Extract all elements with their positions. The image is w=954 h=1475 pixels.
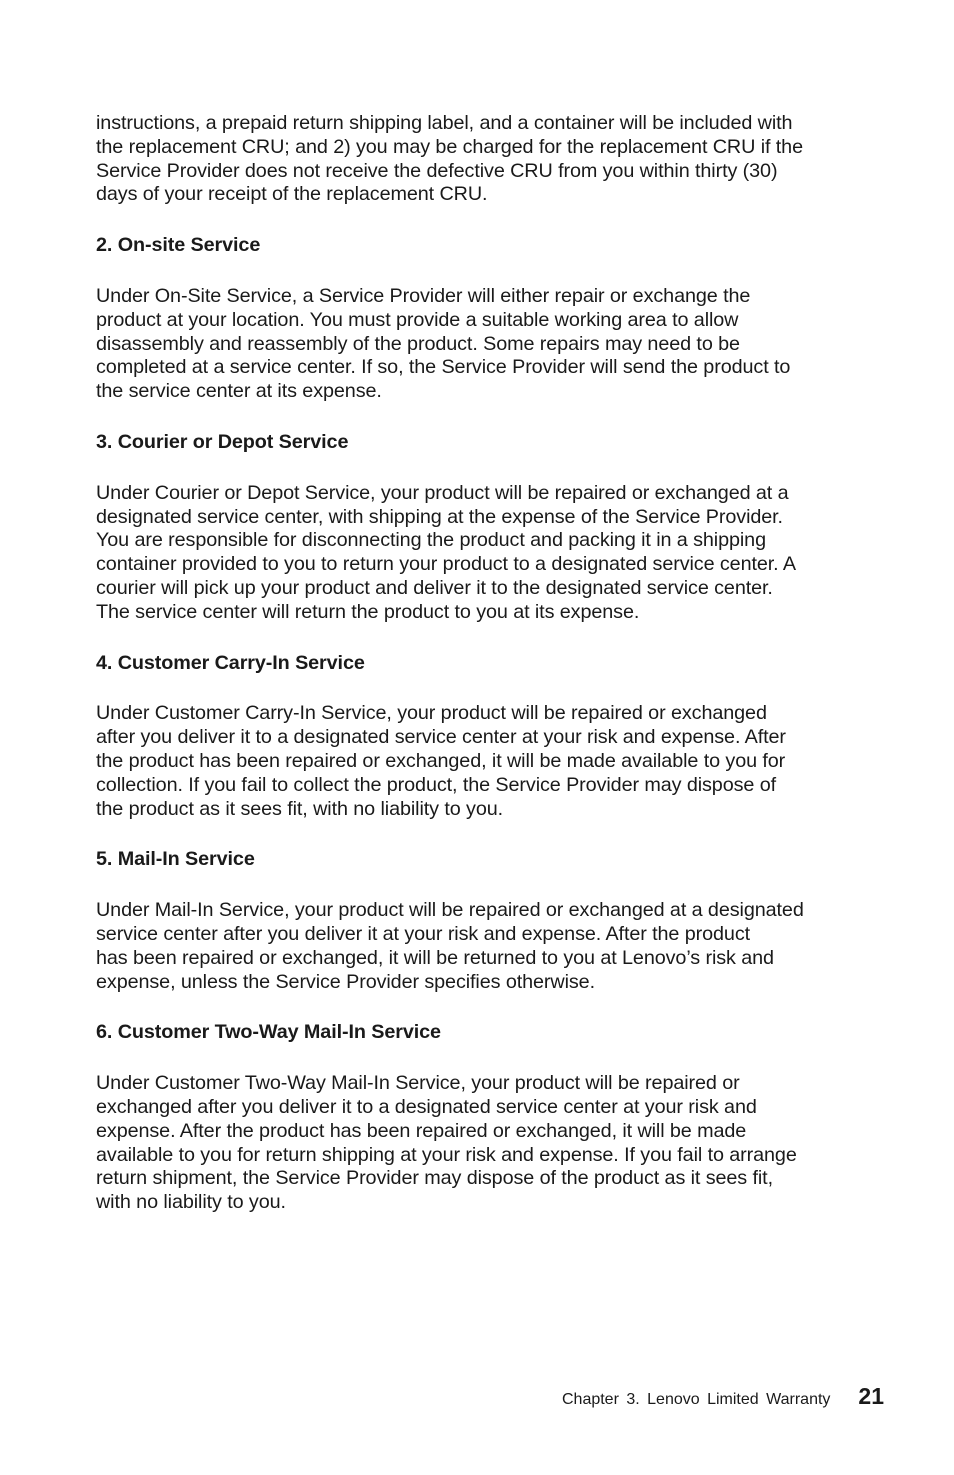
paragraph-line: exchanged after you deliver it to a designated service center at your risk and: [96, 1095, 757, 1118]
paragraph-line: has been repaired or exchanged, it will be returned to you at Lenovo’s risk and: [96, 946, 774, 969]
intro-line: the replacement CRU; and 2) you may be charged for the replacement CRU if the: [96, 135, 803, 158]
intro-line: instructions, a prepaid return shipping label, and a container will be included with: [96, 112, 793, 134]
paragraph-line: service center after you deliver it at your risk and expense. After the product: [96, 922, 751, 945]
paragraph-line: the product has been repaired or exchanged, it will be made available to you for: [96, 749, 786, 772]
intro-line: days of your receipt of the replacement CRU.: [96, 183, 488, 206]
paragraph-line: container provided to you to return your product to a designated service center. A: [96, 553, 796, 576]
paragraph-line: Under Courier or Depot Service, your product will be repaired or exchanged at a: [96, 481, 789, 504]
section-heading-customer-carry-in-service: 4. Customer Carry-In Service: [96, 651, 365, 674]
paragraph-line: The service center will return the product to you at its expense.: [96, 600, 640, 623]
paragraph-line: expense, unless the Service Provider specifies otherwise.: [96, 970, 595, 993]
section-heading-courier-or-depot-service: 3. Courier or Depot Service: [96, 430, 349, 453]
section-heading-on-site-service: 2. On-site Service: [96, 234, 261, 257]
section-paragraph-on-site-service: [96, 285, 896, 404]
intro-line: Service Provider does not receive the defective CRU from you within thirty (30): [96, 159, 778, 182]
paragraph-line: courier will pick up your product and deliver it to the designated service center.: [96, 576, 773, 599]
section-heading-customer-two-way-mail-in-service: 6. Customer Two-Way Mail-In Service: [96, 1021, 441, 1044]
section-paragraph-mail-in-service: [96, 899, 896, 994]
paragraph-line: the service center at its expense.: [96, 380, 382, 403]
paragraph-line: disassembly and reassembly of the product. Some repairs may need to be: [96, 332, 740, 355]
paragraph-line: Under Mail-In Service, your product will be repaired or exchanged at a designated: [96, 899, 804, 922]
paragraph-line: Under On-Site Service, a Service Provider will either repair or exchange the: [96, 284, 751, 307]
paragraph-line: Under Customer Carry-In Service, your product will be repaired or exchanged: [96, 702, 767, 725]
paragraph-line: completed at a service center. If so, the Service Provider will send the product to: [96, 356, 791, 379]
section-heading-mail-in-service: 5. Mail-In Service: [96, 848, 255, 871]
paragraph-line: expense. After the product has been repaired or exchanged, it will be made: [96, 1119, 747, 1142]
paragraph-line: the product as it sees fit, with no liability to you.: [96, 797, 504, 820]
paragraph-line: return shipment, the Service Provider may dispose of the product as it sees fit,: [96, 1167, 773, 1190]
intro-paragraph: [96, 112, 896, 207]
paragraph-line: You are responsible for disconnecting the product and packing it in a shipping: [96, 529, 766, 552]
paragraph-line: available to you for return shipping at your risk and expense. If you fail to arrange: [96, 1143, 797, 1166]
section-paragraph-courier-or-depot-service: [96, 482, 896, 625]
paragraph-line: after you deliver it to a designated service center at your risk and expense. After: [96, 726, 786, 749]
section-paragraph-customer-two-way-mail-in-service: [96, 1072, 896, 1215]
paragraph-line: collection. If you fail to collect the product, the Service Provider may dispose of: [96, 773, 776, 796]
page-number: 21: [858, 1383, 884, 1409]
page-body: [96, 112, 896, 1242]
paragraph-line: Under Customer Two-Way Mail-In Service, your product will be repaired or: [96, 1072, 740, 1095]
section-paragraph-customer-carry-in-service: [96, 702, 896, 821]
paragraph-line: designated service center, with shipping at the expense of the Service Provider.: [96, 505, 783, 528]
page-footer: [562, 1383, 884, 1410]
footer-chapter-title: Chapter 3. Lenovo Limited Warranty: [561, 1391, 831, 1408]
paragraph-line: product at your location. You must provide a suitable working area to allow: [96, 308, 739, 331]
paragraph-line: with no liability to you.: [96, 1191, 286, 1214]
